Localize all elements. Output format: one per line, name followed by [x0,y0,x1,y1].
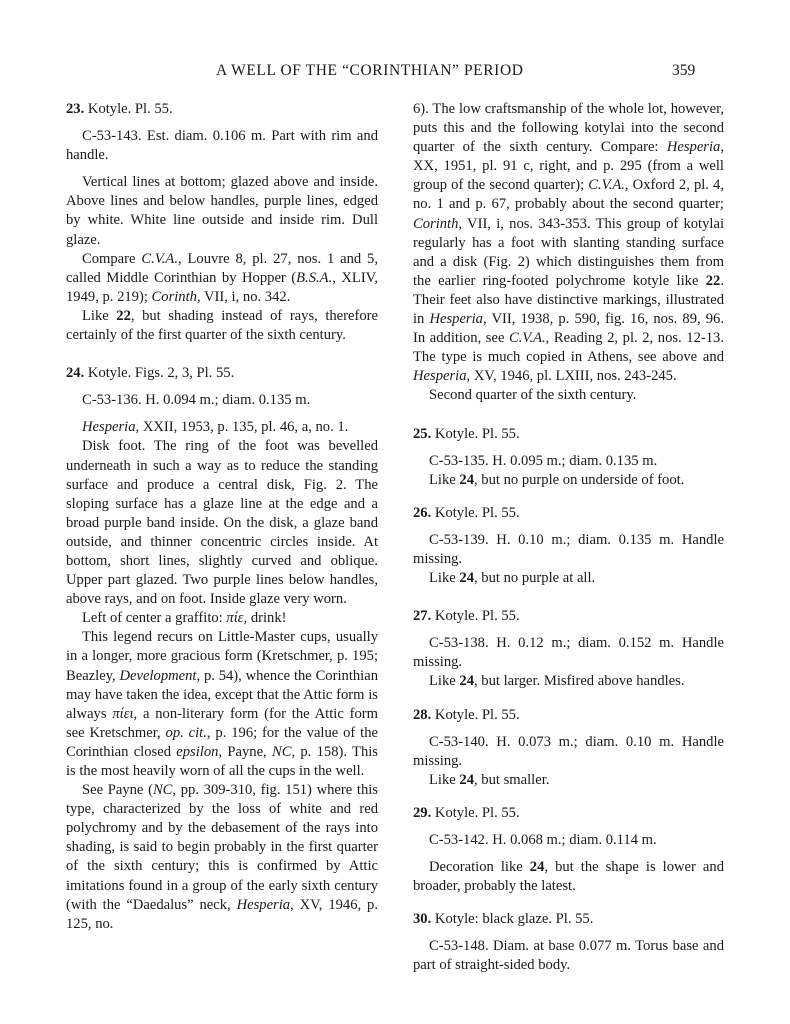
entry-25-description: Like 24, but no purple on underside of foot. [429,471,685,488]
entry-23-comparison: Compare C.V.A., Louvre 8, pl. 27, nos. 1 and 5, called Middle Corinthian by Hopper (B.S.A., XLIV, 1949, p. 219); Corinth, VII, i, no. 342. [66,250,378,305]
entry-24-heading: 24. Kotyle. Figs. 2, 3, Pl. 55. [66,365,235,382]
entry-25-heading: 25. Kotyle. Pl. 55. [413,425,520,442]
entry-23-description: Vertical lines at bottom; glazed above and inside. Above lines and below handles, purple lines, edged by white. White line outside and inside rim. Dull glaze. [66,174,378,248]
entry-24-continuation: 6). The low craftsmanship of the whole lot, however, puts this and the following kotylai into the second quarter of the sixth century. Compare: Hesperia, XX, 1951, pl. 91 c, right, and p. 295 (from a well group of the second quarter); C.V.A., Oxford 2, pl. 4, no. 1 and p. 67, probably about the second quarter; Corinth, VII, i, nos. 343-353. This group of kotylai regularly has a foot with slanting standing surface and a disk (Fig. 2) which distinguishes them from the earlier ring-footed polychrome kotyle like 22. Their feet also have distinctive markings, illustrated in Hesperia, VII, 1938, p. 590, fig. 16, nos. 89, 96. In addition, see C.V.A., Reading 2, pl. 2, nos. 12-13. The type is much copied in Athens, see above and Hesperia, XV, 1946, pl. LXIII, nos. 243-245. [413,101,724,385]
entry-28-description: Like 24, but smaller. [429,771,550,788]
entry-23-inventory: C-53-143. Est. diam. 0.106 m. Part with rim and handle. [66,128,378,164]
entry-number: 25. [413,425,432,442]
entry-number: 29. [413,804,432,821]
entry-28-heading: 28. Kotyle. Pl. 55. [413,706,520,723]
entry-24-graffito: Left of center a graffito: πίε, drink! [82,610,287,627]
entry-23-heading: 23. Kotyle. Pl. 55. [66,101,173,117]
left-column [66,100,378,934]
entry-27-inventory: C-53-138. H. 0.12 m.; diam. 0.152 m. Handle missing. [413,635,724,671]
entry-25-inventory: C-53-135. H. 0.095 m.; diam. 0.135 m. [429,452,658,469]
entry-29-heading: 29. Kotyle. Pl. 55. [413,804,520,821]
entry-number: 27. [413,608,432,625]
entry-27-heading: 27. Kotyle. Pl. 55. [413,608,520,625]
entry-26-inventory: C-53-139. H. 0.10 m.; diam. 0.135 m. Handle missing. [413,531,724,567]
entry-29-inventory: C-53-142. H. 0.068 m.; diam. 0.114 m. [429,832,657,848]
entry-number: 23. [66,101,85,117]
entry-number: 24. [66,365,85,382]
entry-24-legend-discussion: This legend recurs on Little-Master cups, usually in a longer, more gracious form (Kretschmer, p. 195; Beazley, Development, p. 54), whence the Corinthian may have taken the idea, except that the Attic form is always πίει, a non-literary form (for the Attic form see Kretschmer, op. cit., p. 196; for the value of the Corinthian closed epsilon, Payne, NC, p. 158). This is the most heavily worn of all the cups in the well. [66,629,378,779]
entry-number: 30. [413,911,432,928]
entry-30-heading: 30. Kotyle: black glaze. Pl. 55. [413,911,594,928]
entry-24-dating: See Payne (NC, pp. 309-310, fig. 151) where this type, characterized by the loss of white and red polychromy and by the debasement of the rays into shading, is said to begin probably in the first quarter of the sixth century; this is confirmed by Attic imitations found in a group of the early sixth century (with the “Daedalus” neck, Hesperia, XV, 1946, p. 125, no. [66,782,378,932]
entry-28-inventory: C-53-140. H. 0.073 m.; diam. 0.10 m. Handle missing. [413,733,724,769]
entry-29-description: Decoration like 24, but the shape is lower and broader, probably the latest. [413,859,724,895]
entry-23-dating: Like 22, but shading instead of rays, therefore certainly of the first quarter of the sixth century. [66,307,378,344]
entry-24-description: Disk foot. The ring of the foot was bevelled underneath in such a way as to reduce the standing surface and produce a central disk, Fig. 2. The sloping surface has a glaze line at the edge and a broad purple band inside. On the disk, a glaze band outside, and thinner concentric circles inside. At bottom, short lines, slightly curved and oblique. Upper part glazed. Two purple lines below handles, above rays, and on foot. Inside glaze very worn. [66,438,378,608]
right-column [413,100,724,976]
entry-24-inventory: C-53-136. H. 0.094 m.; diam. 0.135 m. [82,392,311,409]
entry-30-inventory: C-53-148. Diam. at base 0.077 m. Torus base and part of straight-sided body. [413,938,724,974]
entry-number: 26. [413,504,432,521]
running-title: A WELL OF THE “CORINTHIAN” PERIOD [216,62,524,79]
entry-24-conclusion: Second quarter of the sixth century. [429,387,637,404]
entry-24-bibliography: Hesperia, XXII, 1953, p. 135, pl. 46, a, no. 1. [82,419,349,436]
entry-26-heading: 26. Kotyle. Pl. 55. [413,504,520,521]
entry-27-description: Like 24, but larger. Misfired above handles. [429,673,685,690]
page-number: 359 [672,62,696,79]
entry-number: 28. [413,706,432,723]
running-header [0,62,790,86]
entry-26-description: Like 24, but no purple at all. [429,570,596,587]
